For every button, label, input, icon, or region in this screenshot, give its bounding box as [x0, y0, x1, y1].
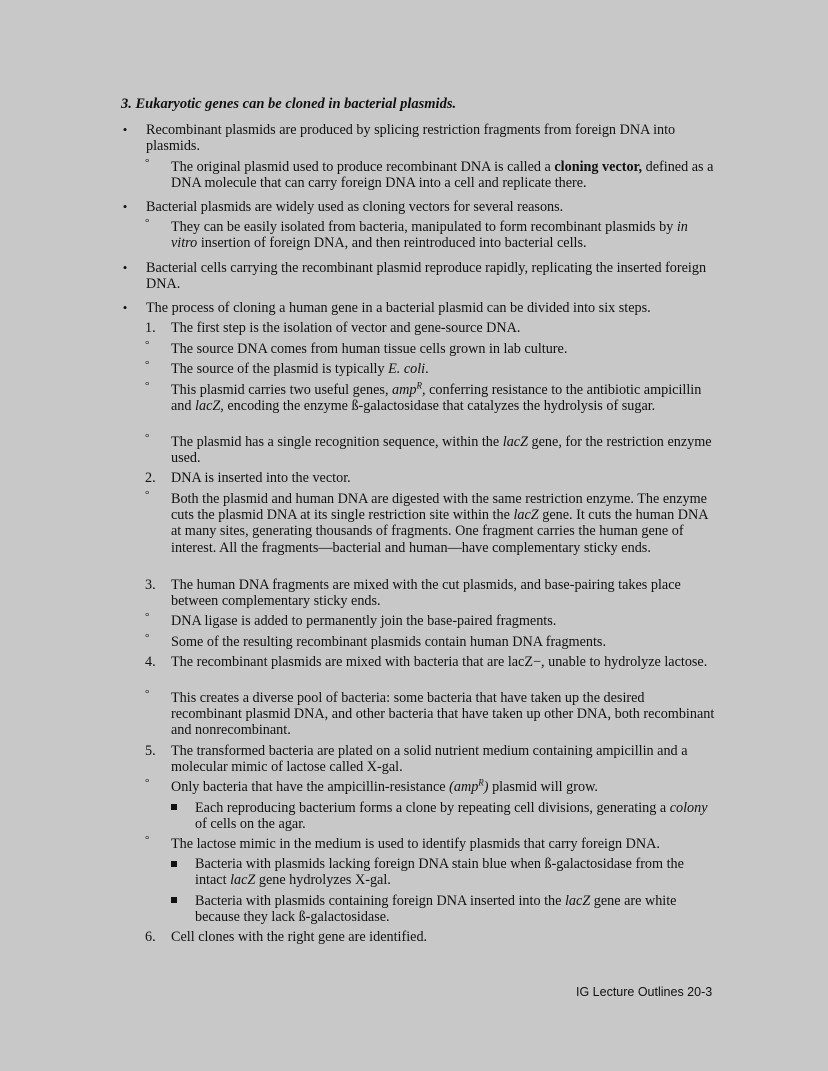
step-3-ligase: DNA ligase is added to permanently join the base-paired fragments. — [171, 613, 557, 629]
section-title: 3. Eukaryotic genes can be cloned in bacterial plasmids. — [121, 96, 457, 112]
step-6: Cell clones with the right gene are identified. — [171, 929, 428, 945]
step-4-diverse-pool: This creates a diverse pool of bacteria: some bacteria that have taken up the desired recombinant plasmid DNA, and other bacteria that have taken up other DNA, both recombinant and nonrecombinant. — [171, 690, 715, 739]
bullet-reproduce-rapidly: Bacterial cells carrying the recombinant plasmid reproduce rapidly, replicating the inserted foreign DNA. — [146, 260, 707, 293]
bullet-marker: • — [122, 199, 128, 214]
circle-marker: ° — [145, 157, 150, 169]
step-number: 1. — [145, 320, 156, 336]
term-cloning-vector: cloning vector, — [554, 159, 643, 175]
circle-marker: ° — [145, 489, 150, 501]
page-footer: IG Lecture Outlines 20-3 — [576, 985, 713, 999]
step-1: The first step is the isolation of vector and gene-source DNA. — [171, 320, 521, 336]
step-5-blue-stain: Bacteria with plasmids lacking foreign DNA stain blue when ß-galactosidase from the intact lacZ gene hydrolyzes X-gal. — [195, 856, 684, 889]
step-1-useful-genes: This plasmid carries two useful genes, amp$^R$, conferring resistance to the antibiotic ampicillin and lacZ, encoding the enzyme ß-galactosidase that catalyzes the hydrolysis of sugar. — [171, 380, 702, 415]
circle-marker: ° — [145, 777, 150, 789]
step-1-recognition-sequence: The plasmid has a single recognition sequence, within the lacZ gene, for the restriction enzyme used. — [171, 434, 712, 467]
step-3: The human DNA fragments are mixed with the cut plasmids, and base-pairing takes place between complementary sticky ends. — [171, 577, 681, 610]
step-4: The recombinant plasmids are mixed with bacteria that are lacZ−, unable to hydrolyze lactose. — [171, 654, 708, 670]
bullet-recombinant-plasmids: Recombinant plasmids are produced by splicing restriction fragments from foreign DNA into plasmids. — [146, 122, 676, 155]
bullet-marker: • — [122, 122, 128, 137]
step-number: 4. — [145, 654, 156, 670]
step-2-digestion: Both the plasmid and human DNA are digested with the same restriction enzyme. The enzyme cuts the plasmid DNA at its single restriction site within the lacZ gene. It cuts the human DNA at many sites, generating thousands of fragments. One fragment carries the human gene of interest. All the fragments—bacterial and human—have complementary sticky ends. — [171, 491, 708, 556]
circle-marker: ° — [145, 632, 150, 644]
step-number: 2. — [145, 470, 156, 486]
square-marker — [171, 804, 177, 810]
step-number: 5. — [145, 743, 156, 759]
step-5-lactose-mimic: The lactose mimic in the medium is used to identify plasmids that carry foreign DNA. — [171, 836, 660, 852]
sub-isolation-reasons: They can be easily isolated from bacteria, manipulated to form recombinant plasmids by in vitro insertion of foreign DNA, and then reintroduced into bacterial cells. — [171, 219, 688, 252]
bullet-six-steps: The process of cloning a human gene in a bacterial plasmid can be divided into six steps. — [146, 300, 651, 316]
circle-marker: ° — [145, 688, 150, 700]
step-number: 6. — [145, 929, 156, 945]
step-5-colony: Each reproducing bacterium forms a clone by repeating cell divisions, generating a colony of cells on the agar. — [195, 800, 708, 833]
circle-marker: ° — [145, 380, 150, 392]
step-5-white-colonies: Bacteria with plasmids containing foreign DNA inserted into the lacZ gene are white because they lack ß-galactosidase. — [195, 893, 677, 926]
step-1-source-dna: The source DNA comes from human tissue cells grown in lab culture. — [171, 341, 568, 357]
step-2: DNA is inserted into the vector. — [171, 470, 351, 486]
step-5-ampicillin-resistance: Only bacteria that have the ampicillin-resistance (amp$^R$) plasmid will grow. — [171, 777, 598, 795]
circle-marker: ° — [145, 432, 150, 444]
step-3-recombinant: Some of the resulting recombinant plasmids contain human DNA fragments. — [171, 634, 606, 650]
step-5: The transformed bacteria are plated on a solid nutrient medium containing ampicillin and a molecular mimic of lactose called X-gal. — [171, 743, 688, 776]
circle-marker: ° — [145, 217, 150, 229]
circle-marker: ° — [145, 834, 150, 846]
step-1-plasmid-source: The source of the plasmid is typically E. coli. — [171, 361, 429, 377]
sub-cloning-vector: The original plasmid used to produce recombinant DNA is called a cloning vector, defined as a DNA molecule that can carry foreign DNA into a cell and replicate there. — [171, 159, 714, 192]
circle-marker: ° — [145, 359, 150, 371]
square-marker — [171, 897, 177, 903]
bullet-marker: • — [122, 300, 128, 315]
circle-marker: ° — [145, 611, 150, 623]
step-number: 3. — [145, 577, 156, 593]
bullet-marker: • — [122, 260, 128, 275]
circle-marker: ° — [145, 339, 150, 351]
square-marker — [171, 861, 177, 867]
bullet-bacterial-plasmids: Bacterial plasmids are widely used as cloning vectors for several reasons. — [146, 199, 564, 215]
